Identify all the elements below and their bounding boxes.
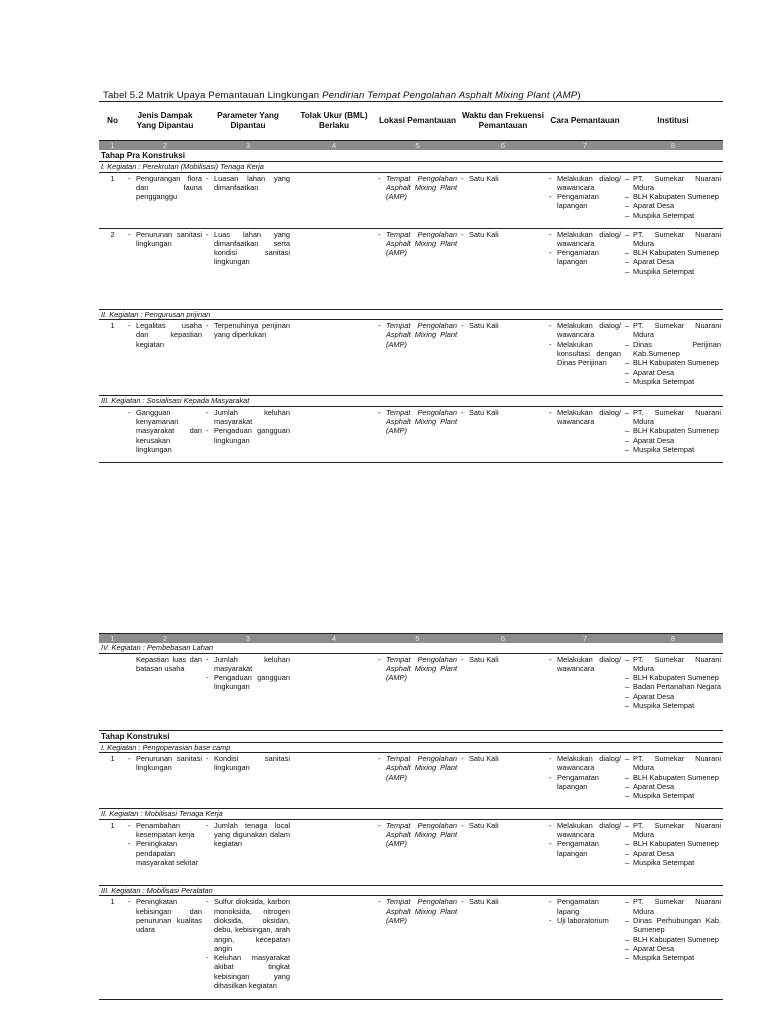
list-item: - Melakukan dialog/ wawancara: [549, 321, 621, 340]
dampak-text: Kepastian luas dan batasan usaha: [136, 654, 202, 673]
activity-row: [99, 162, 723, 173]
list-item: - Pengurangan flora dan fauna pengganggu: [128, 174, 202, 202]
parameter-cell: [204, 172, 292, 228]
column-number: 7: [547, 141, 623, 151]
list-item: - Satu Kali: [461, 321, 545, 330]
activity-title: III. Kegiatan : Mobilisasi Peralatan: [99, 885, 723, 896]
monitoring-table-part-1: [99, 101, 723, 463]
item-list: [128, 174, 202, 202]
institusi-cell: [623, 653, 723, 730]
list-item: - Satu Kali: [461, 230, 545, 239]
cara-cell: [547, 406, 623, 462]
list-item: – Muspika Setempat: [625, 791, 721, 800]
institusi-cell: [623, 819, 723, 885]
item-list: [128, 230, 202, 249]
list-item: - Melakukan konsultasi dengan Dinas Perijinan: [549, 340, 621, 368]
item-list: [461, 754, 545, 763]
stage-row: [99, 150, 723, 162]
list-item: - Jumlah keluhan masyarakat: [206, 655, 290, 674]
item-list: [461, 321, 545, 330]
list-item: - Penurunan sanitasi lingkungan: [128, 230, 202, 249]
institusi-cell: [623, 753, 723, 809]
tolak-ukur-cell: [292, 320, 376, 396]
item-list: [206, 230, 290, 267]
list-item: – Aparat Desa: [625, 257, 721, 266]
waktu-cell: [459, 819, 547, 885]
item-list: [625, 408, 721, 454]
lokasi-cell: [376, 406, 459, 462]
cara-cell: [547, 653, 623, 730]
list-item: – BLH Kabupaten Sumenep: [625, 935, 721, 944]
item-list: [206, 408, 290, 445]
row-number: [99, 406, 126, 462]
item-list: [549, 230, 621, 267]
lokasi-cell: [376, 753, 459, 809]
tolak-ukur-cell: [292, 896, 376, 1000]
list-item: - Satu Kali: [461, 897, 545, 906]
column-number: 5: [376, 141, 459, 151]
item-list: [461, 174, 545, 183]
list-item: – Dinas Perhubungan Kab. Sumenep: [625, 916, 721, 935]
parameter-cell: [204, 406, 292, 462]
list-item: - Legalitas usaha dan kepastian kegiatan: [128, 321, 202, 349]
item-list: [378, 174, 457, 202]
list-item: - Satu Kali: [461, 821, 545, 830]
activity-row: [99, 309, 723, 320]
list-item: – Aparat Desa: [625, 944, 721, 953]
item-list: [206, 174, 290, 193]
list-item: - Tempat Pengolahan Asphalt Mixing Plant (AMP): [378, 408, 457, 436]
list-item: – Muspika Setempat: [625, 377, 721, 386]
column-number: 8: [623, 141, 723, 151]
item-list: [128, 408, 202, 454]
row-number: 1: [99, 819, 126, 885]
item-list: [461, 897, 545, 906]
list-item: - Sulfur dioksida, karbon monoksida, nitrogen dioksida, oksidan, debu, kebisingan, arah angin, kecepatan angin: [206, 897, 290, 953]
list-item: - Melakukan dialog/ wawancara: [549, 655, 621, 674]
item-list: [625, 897, 721, 962]
waktu-cell: [459, 653, 547, 730]
cara-cell: [547, 320, 623, 396]
table-row: [99, 320, 723, 396]
institusi-cell: [623, 228, 723, 309]
activity-row: [99, 809, 723, 820]
list-item: - Pengamatan lapangan: [549, 192, 621, 211]
list-item: - Satu Kali: [461, 174, 545, 183]
dampak-cell: [126, 406, 204, 462]
activity-title: III. Kegiatan : Sosialisasi Kepada Masyarakat: [99, 396, 723, 407]
dampak-cell: [126, 819, 204, 885]
column-number: 1: [99, 634, 126, 644]
cara-cell: [547, 819, 623, 885]
parameter-cell: [204, 819, 292, 885]
institusi-cell: [623, 406, 723, 462]
list-item: - Satu Kali: [461, 408, 545, 417]
tolak-ukur-cell: [292, 653, 376, 730]
dampak-cell: [126, 172, 204, 228]
item-list: [378, 655, 457, 683]
parameter-cell: [204, 228, 292, 309]
table-row: [99, 753, 723, 809]
list-item: – Muspika Setempat: [625, 267, 721, 276]
institusi-cell: [623, 172, 723, 228]
waktu-cell: [459, 896, 547, 1000]
item-list: [549, 408, 621, 427]
list-item: – Aparat Desa: [625, 368, 721, 377]
item-list: [461, 408, 545, 417]
institusi-cell: [623, 320, 723, 396]
tolak-ukur-cell: [292, 406, 376, 462]
list-item: – Muspika Setempat: [625, 445, 721, 454]
caption-paren-open: (: [549, 90, 556, 101]
list-item: – Muspika Setempat: [625, 953, 721, 962]
item-list: [206, 655, 290, 692]
dampak-cell: [126, 896, 204, 1000]
lokasi-cell: [376, 228, 459, 309]
caption-italic: Pendirian Tempat Pengolahan Asphalt Mixing Plant: [322, 90, 550, 101]
list-item: – BLH Kabupaten Sumenep: [625, 426, 721, 435]
lokasi-cell: [376, 896, 459, 1000]
lokasi-cell: [376, 320, 459, 396]
caption-paren-close: ): [577, 90, 581, 101]
list-item: - Uji laboratorium: [549, 916, 621, 925]
list-item: - Tempat Pengolahan Asphalt Mixing Plant (AMP): [378, 174, 457, 202]
item-list: [378, 821, 457, 849]
activity-title: I. Kegiatan : Pengoperasian base camp: [99, 742, 723, 753]
row-number: 1: [99, 320, 126, 396]
item-list: [549, 174, 621, 211]
item-list: [128, 897, 202, 934]
list-item: – Aparat Desa: [625, 692, 721, 701]
list-item: – Badan Pertanahan Negara: [625, 682, 721, 691]
column-number: 6: [459, 634, 547, 644]
list-item: – Muspika Setempat: [625, 211, 721, 220]
item-list: [378, 897, 457, 925]
item-list: [206, 321, 290, 340]
table-row: [99, 172, 723, 228]
list-item: – PT. Sumekar Nuarani Mdura: [625, 174, 721, 193]
header-row: [99, 102, 723, 141]
list-item: – BLH Kabupaten Sumenep: [625, 839, 721, 848]
header-cell: Lokasi Pemantauan: [376, 102, 459, 141]
table-caption: [103, 90, 683, 101]
table-row: [99, 406, 723, 462]
item-list: [128, 754, 202, 773]
list-item: - Tempat Pengolahan Asphalt Mixing Plant (AMP): [378, 821, 457, 849]
dampak-cell: [126, 320, 204, 396]
list-item: – Aparat Desa: [625, 849, 721, 858]
list-item: - Tempat Pengolahan Asphalt Mixing Plant (AMP): [378, 321, 457, 349]
list-item: - Jumlah tenaga local yang digunakan dalam kegiatan: [206, 821, 290, 849]
cara-cell: [547, 172, 623, 228]
header-cell: Tolak Ukur (BML) Berlaku: [292, 102, 376, 141]
list-item: – Dinas Perijinan Kab.Sumenep: [625, 340, 721, 359]
list-item: - Penurunan sanitasi lingkungan: [128, 754, 202, 773]
table-row: [99, 896, 723, 1000]
item-list: [549, 754, 621, 791]
item-list: [549, 897, 621, 925]
column-number: 2: [126, 634, 204, 644]
caption-prefix: Tabel 5.2 Matrik Upaya Pemantauan Lingkungan: [103, 90, 320, 101]
item-list: [625, 230, 721, 276]
cara-cell: [547, 753, 623, 809]
header-cell: Parameter Yang Dipantau: [204, 102, 292, 141]
list-item: – BLH Kabupaten Sumenep: [625, 248, 721, 257]
list-item: – Muspika Setempat: [625, 858, 721, 867]
item-list: [378, 408, 457, 436]
item-list: [128, 321, 202, 349]
item-list: [206, 821, 290, 849]
list-item: - Melakukan dialog/ wawancara: [549, 754, 621, 773]
activity-title: IV. Kegiatan : Pembebasan Lahan: [99, 643, 723, 653]
item-list: [549, 821, 621, 858]
activity-title: II. Kegiatan : Pengurusan prijinan: [99, 309, 723, 320]
list-item: - Melakukan dialog/ wawancara: [549, 821, 621, 840]
item-list: [625, 821, 721, 867]
list-item: - Pengamatan lapang: [549, 897, 621, 916]
tolak-ukur-cell: [292, 753, 376, 809]
waktu-cell: [459, 320, 547, 396]
list-item: - Pengaduan gangguan lingkungan: [206, 673, 290, 692]
list-item: - Tempat Pengolahan Asphalt Mixing Plant (AMP): [378, 230, 457, 258]
list-item: - Satu Kali: [461, 754, 545, 763]
list-item: - Jumlah keluhan masyarakat: [206, 408, 290, 427]
activity-title: I. Kegiatan : Perekrutan (Mobilisasi) Tenaga Kerja: [99, 162, 723, 173]
header-cell: Jenis Dampak Yang Dipantau: [126, 102, 204, 141]
list-item: – PT. Sumekar Nuarani Mdura: [625, 821, 721, 840]
column-number: 3: [204, 634, 292, 644]
lokasi-cell: [376, 819, 459, 885]
list-item: - Peningkatan kebisingan dan penurunan kualitas udara: [128, 897, 202, 934]
list-item: - Tempat Pengolahan Asphalt Mixing Plant (AMP): [378, 655, 457, 683]
item-list: [625, 174, 721, 220]
list-item: - Gangguan kenyamanan masyarakat dan kerusakan lingkungan: [128, 408, 202, 454]
header-cell: Institusi: [623, 102, 723, 141]
column-number: 7: [547, 634, 623, 644]
list-item: – PT. Sumekar Nuarani Mdura: [625, 321, 721, 340]
row-number: [99, 653, 126, 730]
item-list: [549, 321, 621, 367]
column-number-row: [99, 141, 723, 151]
dampak-cell: [126, 753, 204, 809]
column-number: 6: [459, 141, 547, 151]
list-item: - Pengamatan lapangan: [549, 839, 621, 858]
parameter-cell: [204, 896, 292, 1000]
table-row: [99, 653, 723, 730]
list-item: – PT. Sumekar Nuarani Mdura: [625, 897, 721, 916]
lokasi-cell: [376, 172, 459, 228]
table-row: [99, 228, 723, 309]
table-row: [99, 819, 723, 885]
activity-row: [99, 643, 723, 653]
list-item: – PT. Sumekar Nuarani Mdura: [625, 655, 721, 674]
item-list: [378, 230, 457, 258]
row-number: 1: [99, 896, 126, 1000]
activity-row: [99, 885, 723, 896]
list-item: – BLH Kabupaten Sumenep: [625, 773, 721, 782]
item-list: [625, 754, 721, 800]
item-list: [206, 754, 290, 773]
parameter-cell: [204, 320, 292, 396]
list-item: - Peningkatan pendapatan masyarakat sekitar: [128, 839, 202, 867]
item-list: [461, 821, 545, 830]
lokasi-cell: [376, 653, 459, 730]
waktu-cell: [459, 753, 547, 809]
institusi-cell: [623, 896, 723, 1000]
header-cell: No: [99, 102, 126, 141]
row-number: 1: [99, 753, 126, 809]
column-number: 8: [623, 634, 723, 644]
list-item: - Luasan lahan yang dimanfaatkan: [206, 174, 290, 193]
list-item: - Tempat Pengolahan Asphalt Mixing Plant (AMP): [378, 897, 457, 925]
activity-row: [99, 396, 723, 407]
item-list: [378, 321, 457, 349]
column-number: 1: [99, 141, 126, 151]
row-number: 2: [99, 228, 126, 309]
item-list: [206, 897, 290, 990]
list-item: - Melakukan dialog/ wawancara: [549, 408, 621, 427]
stage-row: [99, 730, 723, 742]
item-list: [128, 821, 202, 867]
parameter-cell: [204, 753, 292, 809]
column-number: 2: [126, 141, 204, 151]
monitoring-table-part-2: [99, 633, 723, 1000]
list-item: – PT. Sumekar Nuarani Mdura: [625, 408, 721, 427]
stage-title: Tahap Pra Konstruksi: [99, 150, 723, 162]
item-list: [625, 321, 721, 386]
dampak-cell: [126, 228, 204, 309]
caption-italic-abbr: AMP: [555, 90, 578, 101]
list-item: - Keluhan masyarakat akibat tingkat kebisingan yang dihasilkan kegiatan: [206, 953, 290, 990]
list-item: – Aparat Desa: [625, 436, 721, 445]
waktu-cell: [459, 228, 547, 309]
list-item: – BLH Kabupaten Sumenep: [625, 192, 721, 201]
list-item: - Melakukan dialog/ wawancara: [549, 230, 621, 249]
tolak-ukur-cell: [292, 172, 376, 228]
row-number: 1: [99, 172, 126, 228]
list-item: - Tempat Pengolahan Asphalt Mixing Plant (AMP): [378, 754, 457, 782]
item-list: [461, 230, 545, 239]
list-item: - Melakukan dialog/ wawancara: [549, 174, 621, 193]
list-item: - Satu Kali: [461, 655, 545, 664]
item-list: [625, 655, 721, 711]
activity-row: [99, 742, 723, 753]
list-item: – BLH Kabupaten Sumenep: [625, 358, 721, 367]
cara-cell: [547, 896, 623, 1000]
dampak-cell: [126, 653, 204, 730]
list-item: - Luas lahan yang dimanfaatkan serta kondisi sanitasi lingkungan: [206, 230, 290, 267]
cara-cell: [547, 228, 623, 309]
parameter-cell: [204, 653, 292, 730]
column-number-row: [99, 634, 723, 644]
list-item: - Pengamatan lapangan: [549, 248, 621, 267]
item-list: [378, 754, 457, 782]
tolak-ukur-cell: [292, 819, 376, 885]
item-list: [461, 655, 545, 664]
column-number: 4: [292, 141, 376, 151]
list-item: – PT. Sumekar Nuarani Mdura: [625, 754, 721, 773]
list-item: - Terpenuhinya perijinan yang diperlukan: [206, 321, 290, 340]
column-number: 5: [376, 634, 459, 644]
list-item: – BLH Kabupaten Sumenep: [625, 673, 721, 682]
waktu-cell: [459, 172, 547, 228]
header-cell: Waktu dan Frekuensi Pemantauan: [459, 102, 547, 141]
list-item: - Pengamatan lapangan: [549, 773, 621, 792]
item-list: [549, 655, 621, 674]
stage-title: Tahap Konstruksi: [99, 730, 723, 742]
list-item: – PT. Sumekar Nuarani Mdura: [625, 230, 721, 249]
header-cell: Cara Pemantauan: [547, 102, 623, 141]
column-number: 3: [204, 141, 292, 151]
waktu-cell: [459, 406, 547, 462]
activity-title: II. Kegiatan : Mobilisasi Tenaga Kerja: [99, 809, 723, 820]
list-item: - Kondisi sanitasi lingkungan: [206, 754, 290, 773]
list-item: – Aparat Desa: [625, 201, 721, 210]
list-item: - Pengaduan gangguan lingkungan: [206, 426, 290, 445]
list-item: – Muspika Setempat: [625, 701, 721, 710]
list-item: - Penambahan kesempatan kerja: [128, 821, 202, 840]
list-item: – Aparat Desa: [625, 782, 721, 791]
column-number: 4: [292, 634, 376, 644]
tolak-ukur-cell: [292, 228, 376, 309]
